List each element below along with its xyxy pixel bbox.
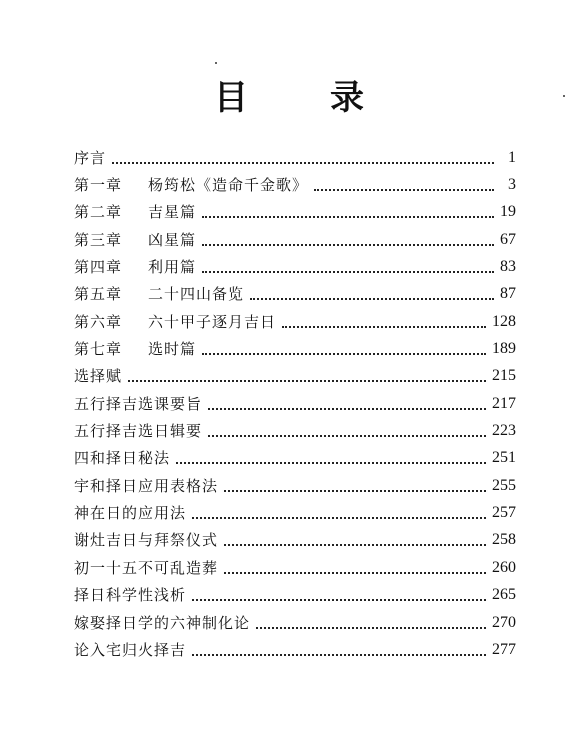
toc-entry [74, 527, 516, 554]
toc-dot-leader [192, 654, 486, 656]
toc-page-number: 277 [492, 640, 516, 658]
toc-entry [74, 226, 516, 253]
toc-chapter-number: 第四章 [74, 258, 123, 277]
toc-entry [74, 144, 516, 171]
toc-page-number: 128 [492, 312, 516, 330]
toc-dot-leader [250, 298, 494, 300]
toc-entry [74, 445, 516, 472]
toc-dot-leader [208, 408, 486, 410]
toc-entry-title: 谢灶吉日与拜祭仪式 [74, 531, 219, 550]
toc-entry-title: 初一十五不可乱造葬 [74, 558, 219, 577]
toc-entry-title: 四和择日秘法 [74, 449, 171, 468]
toc-entry [74, 171, 516, 198]
toc-dot-leader [192, 599, 486, 601]
page-title [0, 76, 584, 120]
toc-entry-title: 选时篇 [148, 340, 197, 359]
toc-page-number: 270 [492, 613, 516, 631]
toc-page-number: 189 [492, 340, 516, 358]
toc-entry-title: 五行择吉选日辑要 [74, 422, 203, 441]
toc-entry [74, 636, 516, 663]
table-of-contents [74, 144, 516, 664]
toc-entry-title: 杨筠松《造命千金歌》 [148, 176, 309, 195]
toc-entry [74, 499, 516, 526]
toc-entry-title: 序言 [74, 148, 107, 167]
toc-page-number: 87 [500, 285, 516, 303]
toc-page-number: 67 [500, 230, 516, 248]
toc-entry [74, 472, 516, 499]
toc-page-number: 251 [492, 449, 516, 467]
toc-entry [74, 582, 516, 609]
toc-dot-leader [224, 490, 486, 492]
toc-entry [74, 554, 516, 581]
toc-dot-leader [112, 162, 494, 164]
toc-page-number: 223 [492, 422, 516, 440]
toc-page-number: 257 [492, 504, 516, 522]
toc-entry [74, 253, 516, 280]
toc-entry [74, 308, 516, 335]
toc-page-number: 217 [492, 394, 516, 412]
toc-dot-leader [224, 544, 486, 546]
toc-entry [74, 390, 516, 417]
toc-page-number: 255 [492, 476, 516, 494]
toc-page-number: 258 [492, 531, 516, 549]
toc-entry [74, 335, 516, 362]
toc-entry-title: 六十甲子逐月吉日 [148, 312, 277, 331]
toc-entry-title: 凶星篇 [148, 230, 197, 249]
toc-entry-title: 选择赋 [74, 367, 123, 386]
toc-dot-leader [256, 627, 486, 629]
toc-dot-leader [202, 216, 494, 218]
page-title-char: 录 [330, 78, 364, 118]
toc-entry [74, 199, 516, 226]
toc-page-number: 215 [492, 367, 516, 385]
toc-page-number: 1 [508, 148, 516, 166]
toc-entry-title: 宇和择日应用表格法 [74, 476, 219, 495]
toc-entry-title: 嫁娶择日学的六神制化论 [74, 613, 251, 632]
toc-dot-leader [202, 353, 486, 355]
toc-dot-leader [192, 517, 486, 519]
toc-page-number: 265 [492, 586, 516, 604]
toc-dot-leader [314, 189, 494, 191]
toc-chapter-number: 第二章 [74, 203, 123, 222]
toc-entry-title: 吉星篇 [148, 203, 197, 222]
toc-chapter-number: 第七章 [74, 340, 123, 359]
toc-entry [74, 363, 516, 390]
toc-entry [74, 417, 516, 444]
toc-page-number: 83 [500, 258, 516, 276]
toc-page-number: 260 [492, 558, 516, 576]
toc-entry [74, 281, 516, 308]
toc-entry-title: 五行择吉选课要旨 [74, 394, 203, 413]
toc-chapter-number: 第六章 [74, 312, 123, 331]
toc-page-number: 3 [508, 176, 516, 194]
toc-dot-leader [176, 462, 486, 464]
toc-dot-leader [282, 326, 486, 328]
toc-chapter-number: 第一章 [74, 176, 123, 195]
toc-chapter-number: 第五章 [74, 285, 123, 304]
toc-entry-title: 二十四山备览 [148, 285, 245, 304]
toc-entry-title: 论入宅归火择吉 [74, 640, 187, 659]
scan-speck [215, 62, 217, 64]
page-title-char: 目 [214, 78, 248, 118]
toc-dot-leader [208, 435, 486, 437]
toc-chapter-number: 第三章 [74, 230, 123, 249]
toc-entry-title: 择日科学性浅析 [74, 586, 187, 605]
toc-dot-leader [224, 572, 486, 574]
toc-entry-title: 利用篇 [148, 258, 197, 277]
toc-entry [74, 609, 516, 636]
toc-page-number: 19 [500, 203, 516, 221]
toc-dot-leader [128, 380, 486, 382]
toc-dot-leader [202, 244, 494, 246]
toc-dot-leader [202, 271, 494, 273]
toc-entry-title: 神在日的应用法 [74, 504, 187, 523]
